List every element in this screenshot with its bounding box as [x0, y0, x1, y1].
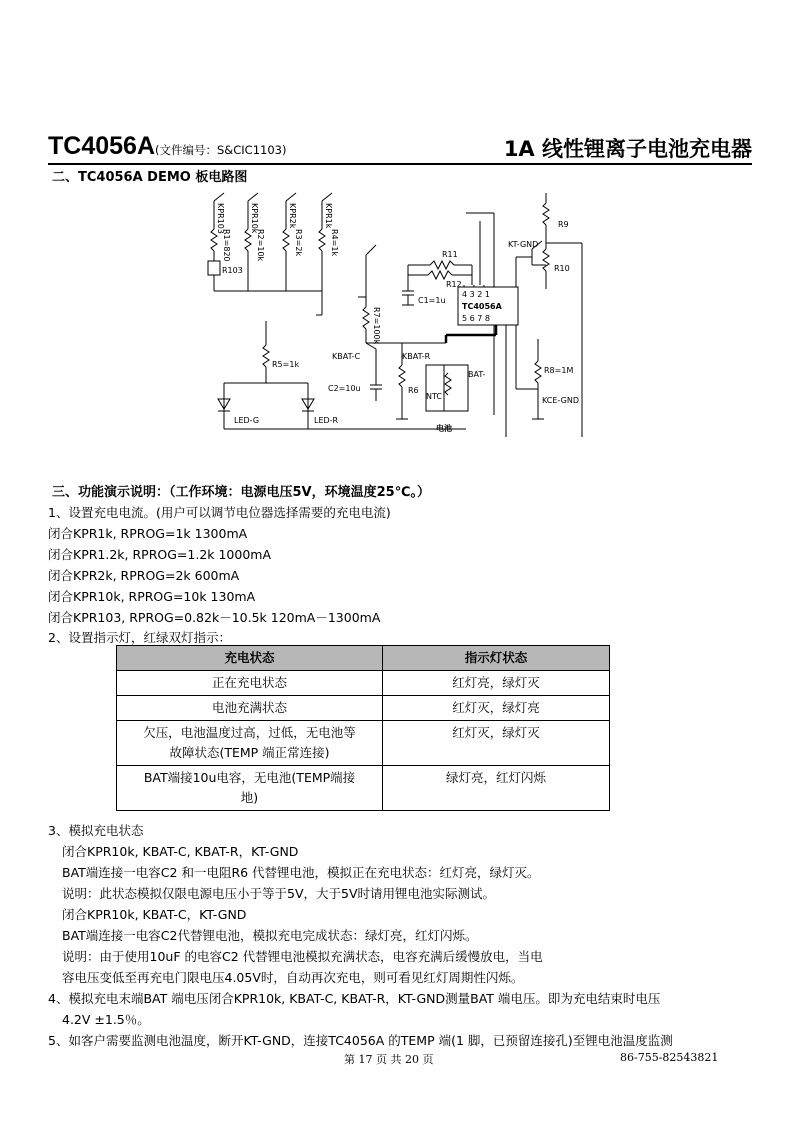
section3-title: 三、功能演示说明：（工作环境：电源电压5V，环境温度25℃。） [52, 485, 430, 500]
label-r6: R6 [408, 386, 419, 395]
table-header-row [117, 646, 610, 671]
header-title: 1A 线性锂离子电池充电器 [503, 137, 752, 161]
current-setting-line: 闭合KPR103, RPROG=0.82k－10.5k 120mA－1300mA [48, 610, 381, 625]
current-setting-line: 闭合KPR2k, RPROG=2k 600mA [48, 568, 240, 583]
col-header-charge-state: 充电状态 [117, 646, 383, 671]
indicator-table [116, 645, 610, 811]
label-r9: R9 [558, 220, 569, 229]
section2-title: 二、TC4056A DEMO 板电路图 [52, 170, 248, 185]
label-r8: R8=1M [544, 366, 574, 375]
label-kpr103: KPR103 [216, 203, 225, 234]
label-r4: R4=1k [330, 229, 339, 257]
sim-line: BAT端连接一电容C2 和一电阻R6 代替锂电池，模拟正在充电状态：红灯亮，绿灯灭。 [62, 865, 540, 880]
label-r10: R10 [554, 264, 570, 273]
label-bat-minus: BAT- [468, 370, 486, 379]
label-battery: 电池 [436, 424, 452, 433]
doc-number: (文件编号：S&CIC1103) [155, 143, 287, 157]
item1-heading: 1、设置充电电流。(用户可以调节电位器选择需要的充电电流) [48, 505, 391, 520]
label-r11: R11 [442, 250, 458, 259]
item4-line1: 4、模拟充电末端BAT 端电压闭合KPR10k, KBAT-C, KBAT-R，KT-GND测量BAT 端电压。即为充电结束时电压 [48, 991, 661, 1006]
cell-indicator-state: 绿灯亮，红灯闪烁 [383, 766, 610, 811]
label-kbat-c: KBAT-C [332, 352, 361, 361]
table-row [117, 696, 610, 721]
label-pins-top: 4 3 2 1 [462, 290, 490, 299]
model-title: TC4056A(文件编号：S&CIC1103) [48, 132, 287, 160]
table-row [117, 721, 610, 766]
sim-line: 闭合KPR10k, KBAT-C，KT-GND [62, 907, 247, 922]
page-header [48, 132, 752, 162]
item3-heading: 3、模拟充电状态 [48, 823, 144, 838]
item5-line1: 5、如客户需要监测电池温度，断开KT-GND，连接TC4056A 的TEMP 端(1 脚，已预留连接孔)至锂电池温度监测 [48, 1033, 673, 1048]
label-r5: R5=1k [272, 360, 300, 369]
sim-line: BAT端连接一电容C2代替锂电池，模拟充电完成状态：绿灯亮，红灯闪烁。 [62, 928, 478, 943]
table-row [117, 671, 610, 696]
sim-line: 闭合KPR10k, KBAT-C, KBAT-R，KT-GND [62, 844, 299, 859]
label-kce-gnd: KCE-GND [542, 396, 579, 405]
cell-indicator-state: 红灯亮，绿灯灭 [383, 671, 610, 696]
label-r12: R12 [446, 280, 462, 289]
label-kpr10k: KPR10k [250, 203, 259, 234]
label-r1: R1=820 [222, 229, 231, 262]
label-pins-bottom: 5 6 7 8 [462, 314, 490, 323]
label-kt-gnd: KT-GND [508, 240, 539, 249]
sim-line: 说明：此状态模拟仅限电源电压小于等于5V，大于5V时请用锂电池实际测试。 [62, 886, 496, 901]
circuit-diagram [196, 189, 606, 437]
label-chip: TC4056A [462, 302, 502, 311]
label-kpr1k: KPR1k [324, 203, 333, 229]
cell-charge-state: BAT端接10u电容，无电池(TEMP端接地) [117, 766, 383, 811]
label-c2: C2=10u [328, 384, 361, 393]
label-led-g: LED-G [234, 416, 260, 425]
header-rule [48, 163, 752, 165]
label-r2: R2=10k [256, 229, 265, 262]
current-setting-line: 闭合KPR10k, RPROG=10k 130mA [48, 589, 256, 604]
current-setting-line: 闭合KPR1k, RPROG=1k 1300mA [48, 526, 248, 541]
table-row [117, 766, 610, 811]
label-r7: R7=100k [372, 307, 381, 345]
label-c1: C1=1u [418, 296, 446, 305]
sim-line: 说明：由于使用10uF 的电容C2 代替锂电池模拟充满状态，电容充满后缓慢放电，当电 [62, 949, 543, 964]
item2-heading: 2、设置指示灯，红绿双灯指示： [48, 630, 231, 645]
footer-phone: 86-755-82543821 [620, 1051, 719, 1064]
cell-charge-state: 电池充满状态 [117, 696, 383, 721]
label-r103: R103 [222, 266, 243, 275]
label-kbat-r: KBAT-R [402, 352, 431, 361]
label-led-r: LED-R [314, 416, 339, 425]
cell-indicator-state: 红灯灭，绿灯亮 [383, 696, 610, 721]
label-r3: R3=2k [294, 229, 303, 257]
label-kpr2k: KPR2k [288, 203, 297, 229]
cell-indicator-state: 红灯灭，绿灯灭 [383, 721, 610, 766]
item4-line2: 4.2V ±1.5％。 [62, 1012, 150, 1027]
cell-charge-state: 欠压，电池温度过高，过低，无电池等故障状态(TEMP 端正常连接) [117, 721, 383, 766]
current-setting-line: 闭合KPR1.2k, RPROG=1.2k 1000mA [48, 547, 272, 562]
label-ntc: NTC [426, 392, 442, 401]
col-header-indicator-state: 指示灯状态 [383, 646, 610, 671]
cell-charge-state: 正在充电状态 [117, 671, 383, 696]
page-number: 第 17 页 共 20 页 [344, 1053, 434, 1066]
sim-line: 容电压变低至再充电门限电压4.05V时，自动再次充电，则可看见红灯周期性闪烁。 [62, 970, 524, 985]
